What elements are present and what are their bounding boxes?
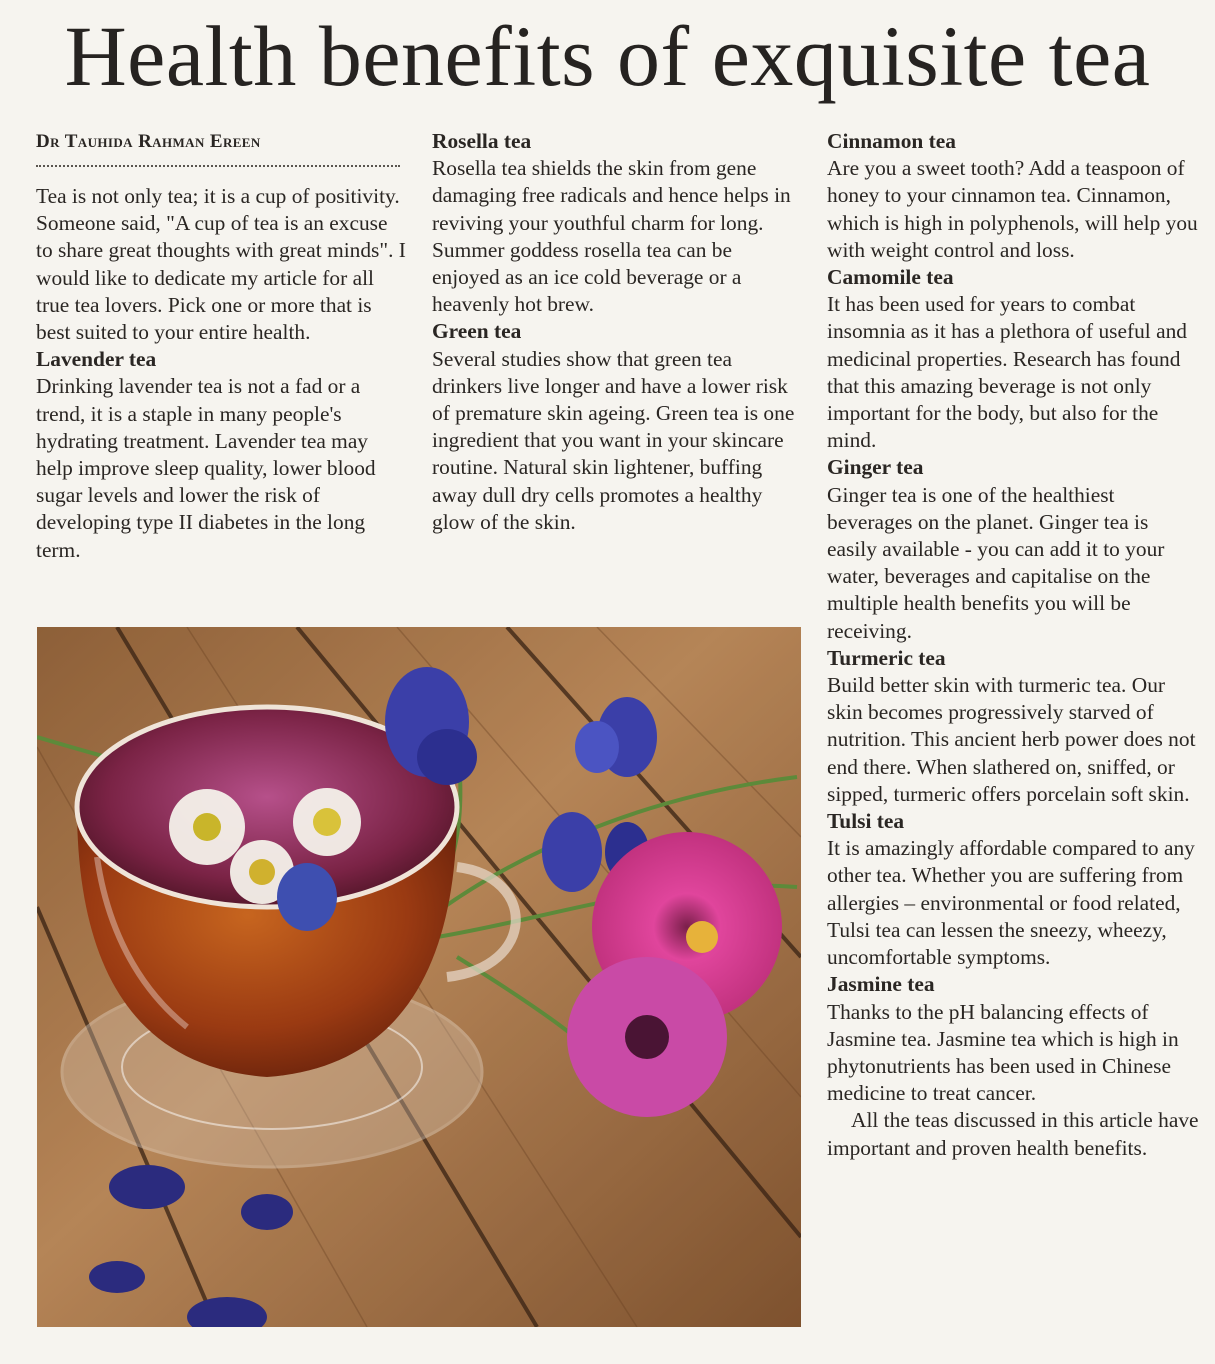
section-title-ginger: Ginger tea	[827, 455, 924, 480]
closing-paragraph: All the teas discussed in this article have important and proven health benefits.	[827, 1108, 1199, 1160]
tea-photo	[37, 627, 801, 1327]
article-headline: Health benefits of exquisite tea	[64, 8, 1151, 104]
byline-divider	[36, 155, 400, 167]
section-body-lavender: Drinking lavender tea is not a fad or a trend, it is a staple in many people's hydrating treatment. Lavender tea may help improve sleep quality, lower blood sugar levels and lower the risk of developing type II diabetes in the long term.	[36, 374, 376, 562]
section-body-ginger: Ginger tea is one of the healthiest beverages on the planet. Ginger tea is easily available - you can add it to your water, beverages and capitalise on the multiple health benefits you will be receiving.	[827, 482, 1165, 643]
intro-paragraph: Tea is not only tea; it is a cup of positivity. Someone said, "A cup of tea is an excuse to share great thoughts with great minds". I would like to dedicate my article for all true tea lovers. Pick one or more that is best suited to your entire health.	[36, 184, 406, 345]
section-title-cinnamon: Cinnamon tea	[827, 129, 956, 153]
section-body-green: Several studies show that green tea drinkers live longer and have a lower risk of premature skin ageing. Green tea is one ingredient that you want in your skincare routine. Natural skin lightener, buffing away dull dry cells promotes a healthy glow of the skin.	[432, 346, 795, 534]
tea-cup-illustration	[37, 627, 801, 1327]
section-title-jasmine: Jasmine tea	[827, 972, 935, 997]
section-body-turmeric: Build better skin with turmeric tea. Our skin becomes progressively starved of nutrition. This ancient herb power does not end there. When slathered on, sniffed, or sipped, turmeric offers porcelain soft skin.	[827, 673, 1196, 806]
section-title-turmeric: Turmeric tea	[827, 645, 946, 670]
section-body-tulsi: It is amazingly affordable compared to any other tea. Whether you are suffering from allergies – environmental or food related, Tulsi tea can lessen the sneezy, wheezy, uncomfortable symptoms.	[827, 836, 1195, 970]
column-1	[36, 128, 408, 564]
section-title-green: Green tea	[432, 319, 522, 344]
section-title-camomile: Camomile tea	[827, 265, 954, 290]
section-body-cinnamon: Are you a sweet tooth? Add a teaspoon of honey to your cinnamon tea. Cinnamon, which is high in polyphenols, will help you with weight control and loss.	[827, 156, 1198, 262]
author-byline: Dr Tauhida Rahman Ereen	[36, 131, 261, 152]
section-body-jasmine: Thanks to the pH balancing effects of Jasmine tea. Jasmine tea which is high in phytonutrients has been used in Chinese medicine to treat cancer.	[827, 999, 1179, 1106]
section-title-lavender: Lavender tea	[36, 347, 157, 372]
section-body-rosella: Rosella tea shields the skin from gene damaging free radicals and hence helps in reviving your youthful charm for long. Summer goddess rosella tea can be enjoyed as an ice cold beverage or a heavenly hot brew.	[432, 156, 791, 317]
section-body-camomile: It has been used for years to combat insomnia as it has a plethora of useful and medicinal properties. Research has found that this amazing beverage is not only important for the body, but also for the mind.	[827, 292, 1187, 453]
column-2	[432, 128, 804, 536]
section-title-rosella: Rosella tea	[432, 129, 532, 153]
section-title-tulsi: Tulsi tea	[827, 809, 905, 834]
column-3	[827, 128, 1199, 1162]
